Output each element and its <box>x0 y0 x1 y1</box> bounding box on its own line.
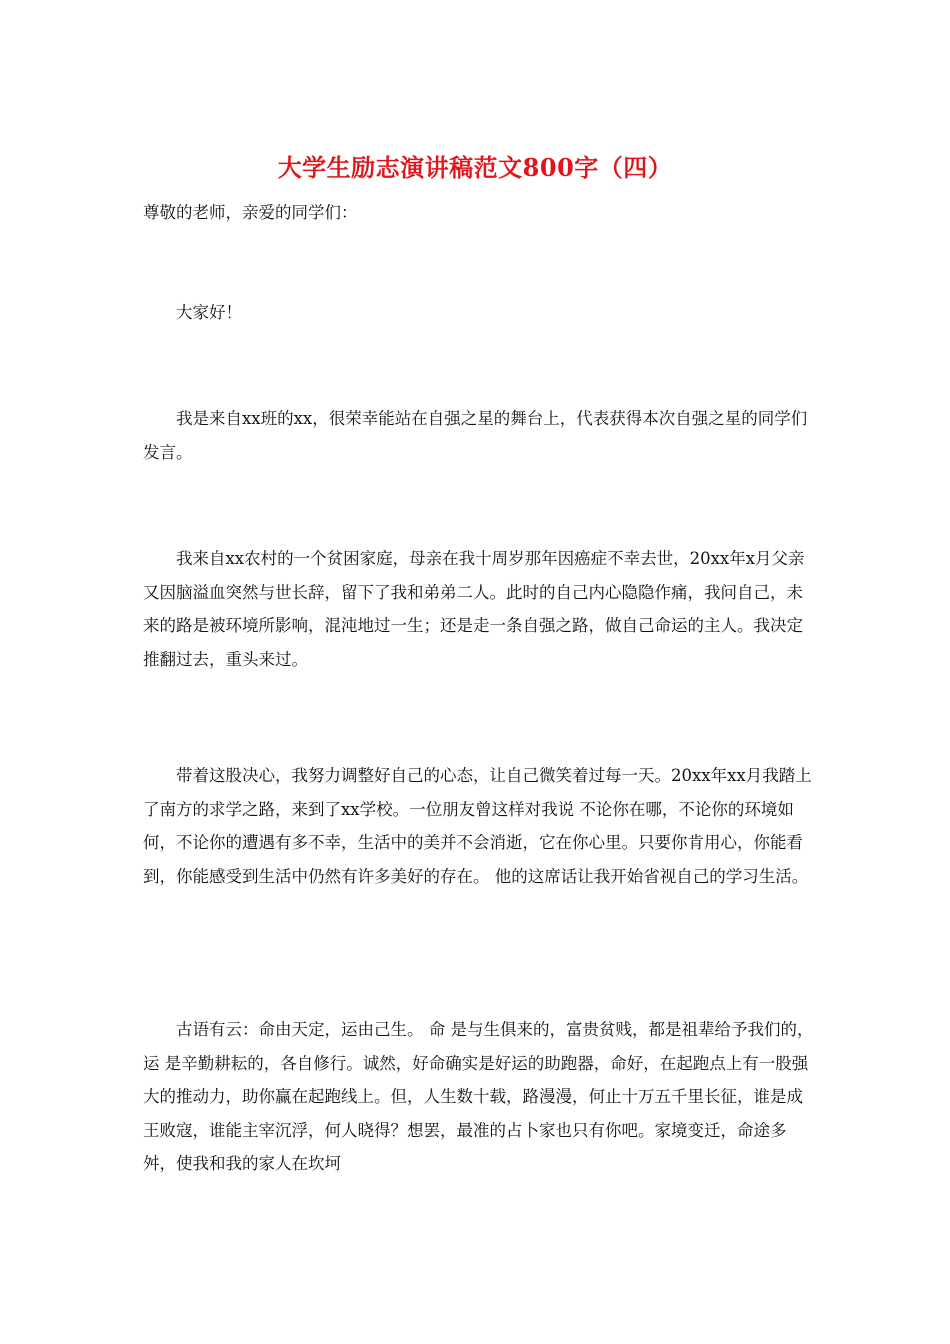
paragraph-5: 古语有云：命由天定，运由己生。 命 是与生俱来的，富贵贫贱，都是祖辈给予我们的， 运 是辛勤耕耘的，各自修行。诚然，好命确实是好运的助跑器，命好，在起跑点上有一股强大的推动力，助你赢在起跑线上。但，人生数十载，路漫漫，何止十万五千里长征，谁是成王败寇，谁能主宰沉浮，何人晓得？想罢，最准的占卜家也只有你吧。家境变迁，命途多舛，使我和我的家人在坎坷 <box>143 1020 814 1173</box>
paragraph-2: 我是来自xx班的xx，很荣幸能站在自强之星的舞台上，代表获得本次自强之星的同学们发言。 <box>143 409 808 462</box>
document-title: 大学生励志演讲稿范文800字（四） <box>277 153 673 182</box>
paragraph-1: 大家好！ <box>176 303 242 322</box>
greeting: 尊敬的老师，亲爱的同学们： <box>143 203 358 222</box>
paragraph-3: 我来自xx农村的一个贫困家庭，母亲在我十周岁那年因癌症不幸去世，20xx年x月父亲又因脑溢血突然与世长辞，留下了我和弟弟二人。此时的自己内心隐隐作痛，我问自己，未来的路是被环境所影响，混沌地过一生；还是走一条自强之路，做自己命运的主人。我决定推翻过去，重头来过。 <box>143 549 805 669</box>
paragraph-4: 带着这股决心，我努力调整好自己的心态，让自己微笑着过每一天。20xx年xx月我踏上了南方的求学之路，来到了xx学校。一位朋友曾这样对我说 不论你在哪，不论你的环境如何，不论你的遭遇有多不幸，生活中的美并不会消逝，它在你心里。只要你肯用心，你能看到，你能感受到生活中仍然有许多美好的存在。 他的这席话让我开始省视自己的学习生活。 <box>143 766 812 886</box>
